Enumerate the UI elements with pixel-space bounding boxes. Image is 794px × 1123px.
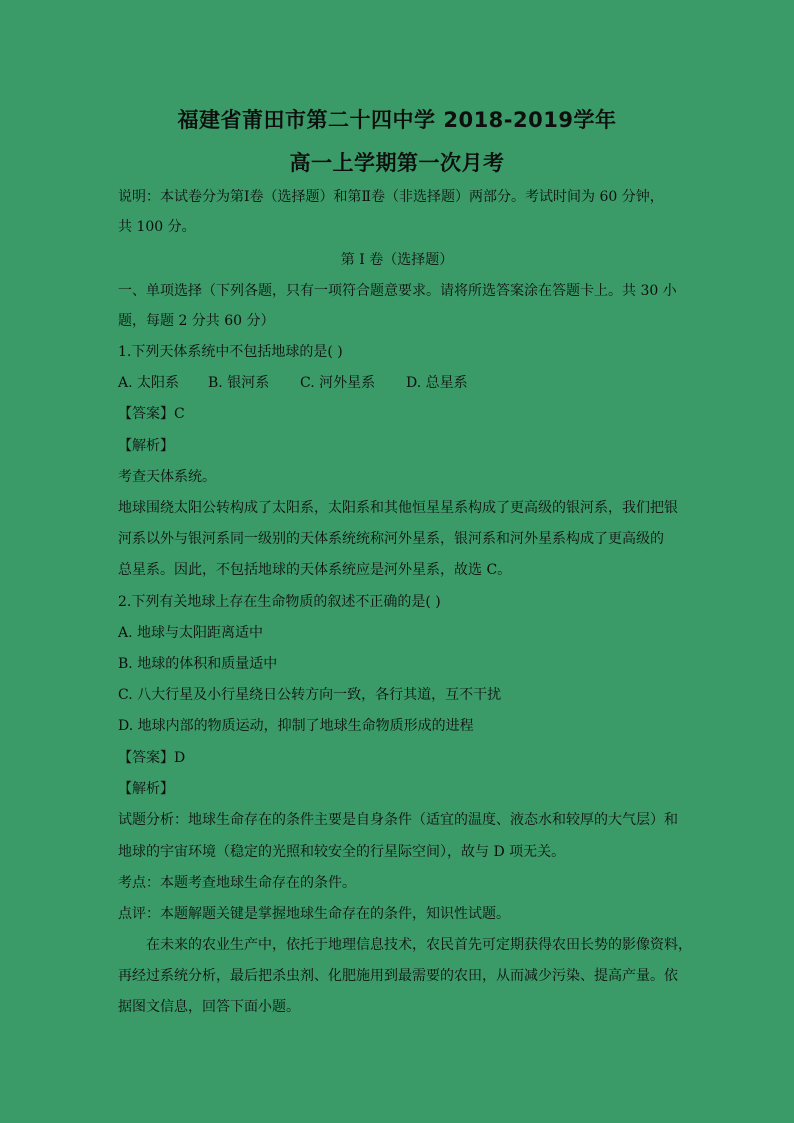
question-1-analysis-line-3: 河系以外与银河系同一级别的天体系统统称河外星系，银河系和河外星系构成了更高级的: [118, 531, 664, 547]
intro-line-2: 共 100 分。: [118, 219, 196, 235]
question-1-analysis-label: 【解析】: [118, 438, 174, 454]
question-2-option-b: B. 地球的体积和质量适中: [118, 656, 278, 672]
section-heading: 第 I 卷（选择题）: [340, 252, 454, 268]
question-1-option-d: D. 总星系: [406, 375, 468, 391]
question-1-options: [118, 374, 468, 392]
question-1-analysis-line-2: 地球围绕太阳公转构成了太阳系，太阳系和其他恒星星系构成了更高级的银河系，我们把银: [118, 500, 678, 516]
question-1-option-a: A. 太阳系: [118, 375, 180, 391]
intro-line-1: 说明：本试卷分为第Ⅰ卷（选择题）和第Ⅱ卷（非选择题）两部分。考试时间为 60 分钟，: [118, 189, 664, 205]
passage-line-2: 再经过系统分析，最后把杀虫剂、化肥施用到最需要的农田，从而减少污染、提高产量。依: [118, 968, 678, 984]
question-2-analysis-label: 【解析】: [118, 781, 174, 797]
passage-line-3: 据图文信息，回答下面小题。: [118, 999, 300, 1015]
passage-line-1: 在未来的农业生产中，依托于地理信息技术，农民首先可定期获得农田长势的影像资料，: [146, 937, 692, 953]
question-2-option-d: D. 地球内部的物质运动，抑制了地球生命物质形成的进程: [118, 718, 474, 734]
question-1-analysis-line-4: 总星系。因此，不包括地球的天体系统应是河外星系，故选 C。: [118, 562, 512, 578]
exam-title-line1: 福建省莆田市第二十四中学 2018-2019学年: [177, 108, 617, 132]
question-1-analysis-line-1: 考查天体系统。: [118, 469, 216, 485]
question-1-option-b: B. 银河系: [208, 375, 270, 391]
question-2-answer: 【答案】D: [118, 750, 186, 766]
section-instruction-line-1: 一、单项选择（下列各题，只有一项符合题意要求。请将所选答案涂在答题卡上。共 30 小: [118, 283, 677, 299]
question-1-stem: 1.下列天体系统中不包括地球的是( ): [118, 344, 343, 360]
question-1-option-c: C. 河外星系: [300, 375, 376, 391]
question-2-analysis-line-3: 考点：本题考查地球生命存在的条件。: [118, 875, 356, 891]
question-2-analysis-line-4: 点评：本题解题关键是掌握地球生命存在的条件，知识性试题。: [118, 906, 510, 922]
exam-title-line2: 高一上学期第一次月考: [289, 151, 505, 175]
question-2-option-c: C. 八大行星及小行星绕日公转方向一致，各行其道，互不干扰: [118, 687, 502, 703]
section-instruction-line-2: 题，每题 2 分共 60 分）: [118, 313, 275, 329]
question-2-stem: 2.下列有关地球上存在生命物质的叙述不正确的是( ): [118, 594, 441, 610]
question-2-analysis-line-1: 试题分析：地球生命存在的条件主要是自身条件（适宜的温度、液态水和较厚的大气层）和: [118, 812, 678, 828]
question-2-option-a: A. 地球与太阳距离适中: [118, 625, 264, 641]
question-1-answer: 【答案】C: [118, 406, 185, 422]
question-2-analysis-line-2: 地球的宇宙环境（稳定的光照和较安全的行星际空间），故与 D 项无关。: [118, 844, 566, 860]
